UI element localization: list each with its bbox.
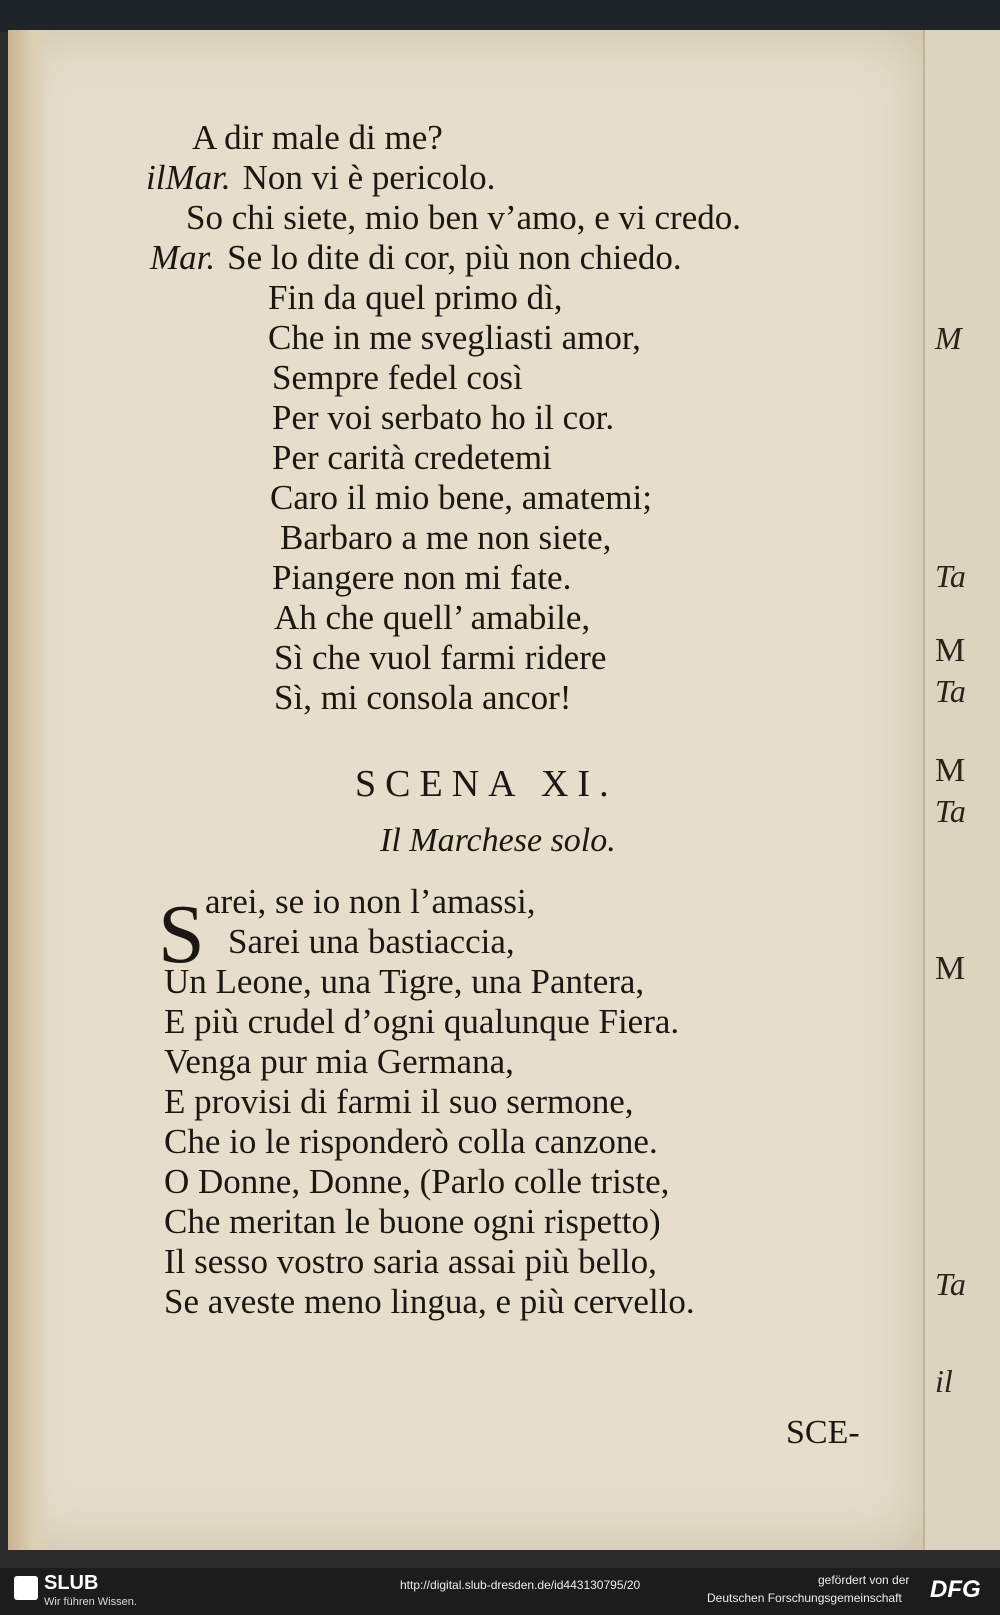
- aria-line: Per carità credetemi: [272, 438, 552, 477]
- monologue-line: Sarei una bastiaccia,: [228, 922, 515, 961]
- slub-logo-text[interactable]: SLUB: [44, 1572, 99, 1594]
- margin-letter: Ta: [935, 673, 966, 709]
- monologue-line: Venga pur mia Germana,: [164, 1042, 514, 1081]
- slub-tagline: Wir führen Wissen.: [44, 1596, 137, 1608]
- speaker-label: ilMar.: [146, 158, 231, 197]
- margin-letter: Ta: [935, 558, 966, 594]
- margin-letter: M: [935, 752, 966, 789]
- monologue-line: O Donne, Donne, (Parlo colle triste,: [164, 1162, 670, 1201]
- aria-line: Che in me svegliasti amor,: [268, 318, 641, 357]
- scene-subtitle: Il Marchese solo.: [380, 822, 616, 859]
- aria-line: Piangere non mi fate.: [272, 558, 572, 597]
- margin-letter: M: [935, 950, 966, 987]
- dialogue-line: ilMar. Non vi è pericolo.: [146, 158, 496, 197]
- monologue-line: Che meritan le buone ogni rispetto): [164, 1202, 661, 1241]
- dialogue-line: So chi siete, mio ben v’amo, e vi credo.: [186, 198, 741, 237]
- scene-title: SCENA XI.: [355, 763, 618, 805]
- footer-bar: [0, 1568, 1000, 1615]
- aria-line: Barbaro a me non siete,: [280, 518, 612, 557]
- catchword: SCE-: [786, 1414, 860, 1451]
- margin-letter: M: [935, 320, 962, 356]
- drop-cap: S: [158, 888, 205, 981]
- monologue-line: Un Leone, una Tigre, una Pantera,: [164, 962, 645, 1001]
- funding-note: Deutschen Forschungsgemeinschaft: [707, 1591, 902, 1605]
- margin-letter: Ta: [935, 1266, 966, 1302]
- speaker-label: Mar.: [150, 238, 216, 277]
- aria-line: Sì che vuol farmi ridere: [274, 638, 607, 677]
- monologue-line: E più crudel d’ogni qualunque Fiera.: [164, 1002, 680, 1041]
- aria-line: Caro il mio bene, amatemi;: [270, 478, 652, 517]
- aria-line: Sì, mi consola ancor!: [274, 678, 572, 717]
- top-frame: [0, 0, 1000, 32]
- margin-letter: Ta: [935, 793, 966, 829]
- funding-note: gefördert von der: [818, 1573, 910, 1587]
- slub-logo-icon: [14, 1576, 38, 1600]
- aria-line: Per voi serbato ho il cor.: [272, 398, 615, 437]
- monologue-line: Il sesso vostro saria assai più bello,: [164, 1242, 657, 1281]
- source-url-link[interactable]: http://digital.slub-dresden.de/id443130795/20: [400, 1578, 641, 1592]
- margin-letter: M: [935, 632, 966, 669]
- monologue-line: arei, se io non l’amassi,: [205, 882, 536, 921]
- aria-line: Fin da quel primo dì,: [268, 278, 563, 317]
- aria-line: Sempre fedel così: [272, 358, 523, 397]
- aria-line: Ah che quell’ amabile,: [274, 598, 591, 637]
- dialogue-line: Mar. Se lo dite di cor, più non chiedo.: [150, 238, 682, 277]
- dialogue-line: A dir male di me?: [192, 118, 443, 157]
- facing-page-edge: [923, 30, 1000, 1550]
- dfg-logo[interactable]: DFG: [930, 1576, 981, 1603]
- margin-letter: il: [935, 1363, 953, 1399]
- monologue-line: Se aveste meno lingua, e più cervello.: [164, 1282, 695, 1321]
- monologue-line: E provisi di farmi il suo sermone,: [164, 1082, 634, 1121]
- monologue-line: Che io le risponderò colla canzone.: [164, 1122, 658, 1161]
